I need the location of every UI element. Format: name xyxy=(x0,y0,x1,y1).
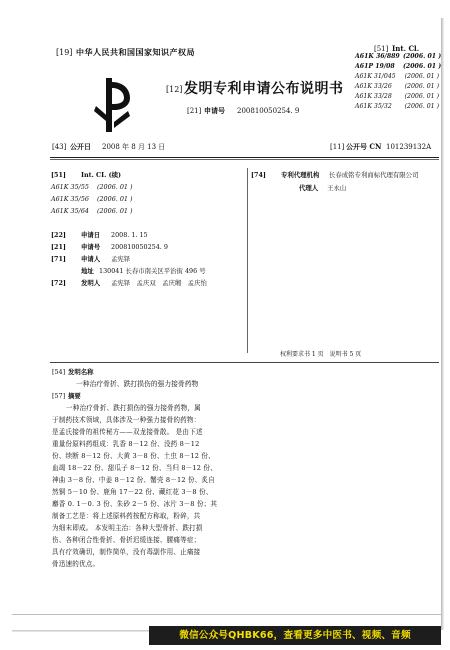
int-cl-code: A61K 33/26 xyxy=(355,83,392,90)
int-cl-code: A61K 35/32 xyxy=(355,103,392,110)
int-cl-code: A61P 19/08 xyxy=(355,63,395,70)
applicant-label: 申请人 xyxy=(81,255,101,263)
int-cl-row xyxy=(355,92,439,102)
patent-office-logo xyxy=(92,76,136,136)
abstract-line: 麝香 0. 1－0. 3 份、朱砂 2－5 份、冰片 3－8 份；其 xyxy=(52,500,218,508)
application-number: 200810050254. 9 xyxy=(237,107,300,115)
invention-title: 一种治疗骨折、跌打损伤的强力接骨药物 xyxy=(76,380,199,388)
abstract-line: 于制药技术领域，具体涉及一种强力接骨的药物： xyxy=(52,416,201,424)
address-label: 地址 xyxy=(81,267,94,275)
extra-cl-version: (2006. 01 ) xyxy=(97,183,133,191)
tag-71: [71] xyxy=(51,255,66,263)
tag-51b: [51] xyxy=(51,171,66,179)
extra-cl-row xyxy=(51,206,132,216)
int-cl-code: A61K 31/045 xyxy=(355,73,396,80)
header-rule-thin xyxy=(50,159,439,160)
abstract-line: 制备工艺是：将上述原料药按配方称取，粉碎，共 xyxy=(52,512,201,520)
publication-number: 101239132A xyxy=(386,143,432,151)
extra-cl-code: A61K 35/64 xyxy=(51,207,89,215)
int-cl-continued-label: Int. CI. (续) xyxy=(81,171,122,179)
tag-22: [22] xyxy=(51,231,66,239)
extra-cl-code: A61K 35/56 xyxy=(51,195,89,203)
agency-label: 专利代理机构 xyxy=(281,171,320,179)
abstract-line: 血竭 18－22 份、甜瓜子 8－12 份、当归 8－12 份、 xyxy=(52,464,217,472)
abstract-line: 神曲 3－8 份、中姜 8－12 份、蟹壳 8－12 份、炙自 xyxy=(52,476,215,484)
inventor-label: 发明人 xyxy=(81,279,101,287)
applicant-row xyxy=(51,254,130,264)
tag-43: [43] xyxy=(52,143,67,151)
applicant-name: 孟宪铎 xyxy=(111,255,131,263)
address: 130041 长春市南关区平治街 496 号 xyxy=(99,267,206,275)
filing-date: 2008. 1. 15 xyxy=(111,231,148,239)
agency-row xyxy=(251,170,418,180)
filing-date-row xyxy=(51,230,148,240)
inventor-names: 孟宪铎 孟庆双 孟庆缃 孟庆怡 xyxy=(111,279,207,287)
extra-cl-row xyxy=(51,182,132,192)
tag-21b: [21] xyxy=(51,243,66,251)
tag-21: [21] xyxy=(187,107,202,115)
column-divider xyxy=(247,168,248,353)
int-cl-row xyxy=(355,102,439,112)
int-cl-version: (2006. 01 ) xyxy=(404,103,439,110)
tag-57: [57] xyxy=(52,392,66,400)
header-rule xyxy=(50,157,439,158)
tag-11: [11] xyxy=(330,143,345,151)
int-cl-code: A61K 36/889 xyxy=(355,53,400,60)
int-cl-row xyxy=(355,72,439,82)
abstract-line: 一种治疗骨折、跌打损伤的强力接骨药物，属 xyxy=(66,404,201,412)
extra-cl-code: A61K 35/55 xyxy=(51,183,89,191)
extra-cl-version: (2006. 01 ) xyxy=(97,195,133,203)
tag-12: [12] xyxy=(166,85,183,94)
abstract-line: 具有疗效确切，制作简单，没有毒副作用、止痛接 xyxy=(52,548,201,556)
section-rule xyxy=(50,362,439,363)
extra-cl-version: (2006. 01 ) xyxy=(97,207,133,215)
int-cl-version: (2006. 01 ) xyxy=(404,73,439,80)
agency-name: 长春成铭专利商标代理有限公司 xyxy=(329,171,419,179)
tag-74: [74] xyxy=(251,171,266,179)
app-number-label: 申请号 xyxy=(81,243,101,251)
abstract-line: 然铜 5－10 份、鹿角 17－22 份、藏红花 3－8 份、 xyxy=(52,488,213,496)
abstract-line: 为细末即成。 本发明主治：各种大型骨折、跌打损 xyxy=(52,524,203,532)
page-bottom-edge xyxy=(12,614,441,615)
pages-note: 权利要求书 1 页 说明书 5 页 xyxy=(280,351,362,358)
tag-19: [19] xyxy=(56,48,73,57)
extra-cl-row xyxy=(51,194,132,204)
application-number-label: 申请号 xyxy=(204,106,225,115)
filing-date-label: 申请日 xyxy=(81,231,101,239)
publication-date-label: 公开日 xyxy=(70,142,91,151)
abstract-heading xyxy=(52,391,81,401)
office-name: 中华人民共和国国家知识产权局 xyxy=(76,47,195,57)
invention-title-heading xyxy=(52,367,94,377)
abstract-line: 是孟氏接骨的祖传秘方——双龙接骨散。 是由下述 xyxy=(52,428,203,436)
tag-72: [72] xyxy=(51,279,66,287)
abstract-line: 重量份原料药组成：乳香 8－12 份、没药 8－12 xyxy=(52,440,200,448)
int-cl-version: (2006. 01 ) xyxy=(404,83,439,90)
app-number-row xyxy=(51,242,168,252)
app-number: 200810050254. 9 xyxy=(111,243,168,251)
int-cl-row xyxy=(355,52,442,62)
tag-51: [51] xyxy=(374,45,389,53)
abstract-label: 摘要 xyxy=(68,392,81,400)
int-cl-continued-row xyxy=(51,170,121,180)
int-cl-code: A61K 33/28 xyxy=(355,93,392,100)
publication-number-label: 公开号 CN xyxy=(346,142,382,151)
document-type-title: 发明专利申请公布说明书 xyxy=(184,81,344,97)
int-cl-label: Int. Cl. xyxy=(392,44,420,53)
wechat-banner[interactable]: 微信公众号QHBK66，查看更多中医书、视频、音频 xyxy=(149,626,441,645)
agent-name: 王永山 xyxy=(327,184,347,192)
patent-document xyxy=(12,18,441,630)
invention-title-label: 发明名称 xyxy=(68,368,94,376)
int-cl-list xyxy=(355,52,442,112)
abstract-line: 伤、各种闭合性骨折、骨折迟缓连接、腰痛等症； xyxy=(52,536,201,544)
agent-row xyxy=(299,183,346,193)
int-cl-version: (2006. 01 ) xyxy=(403,63,442,70)
int-cl-row xyxy=(355,62,442,72)
abstract-line: 骨迅速的优点。 xyxy=(52,560,100,568)
int-cl-version: (2006. 01 ) xyxy=(404,93,439,100)
int-cl-version: (2006. 01 ) xyxy=(403,53,442,60)
agent-label: 代理人 xyxy=(299,184,319,192)
address-row xyxy=(81,266,206,276)
abstract-line: 份、续断 8－12 份、大黄 3－8 份、土虫 8－12 份、 xyxy=(52,452,215,460)
inventor-row xyxy=(51,278,207,288)
publication-date: 2008 年 8 月 13 日 xyxy=(102,143,166,151)
int-cl-row xyxy=(355,82,439,92)
tag-54: [54] xyxy=(52,368,66,376)
